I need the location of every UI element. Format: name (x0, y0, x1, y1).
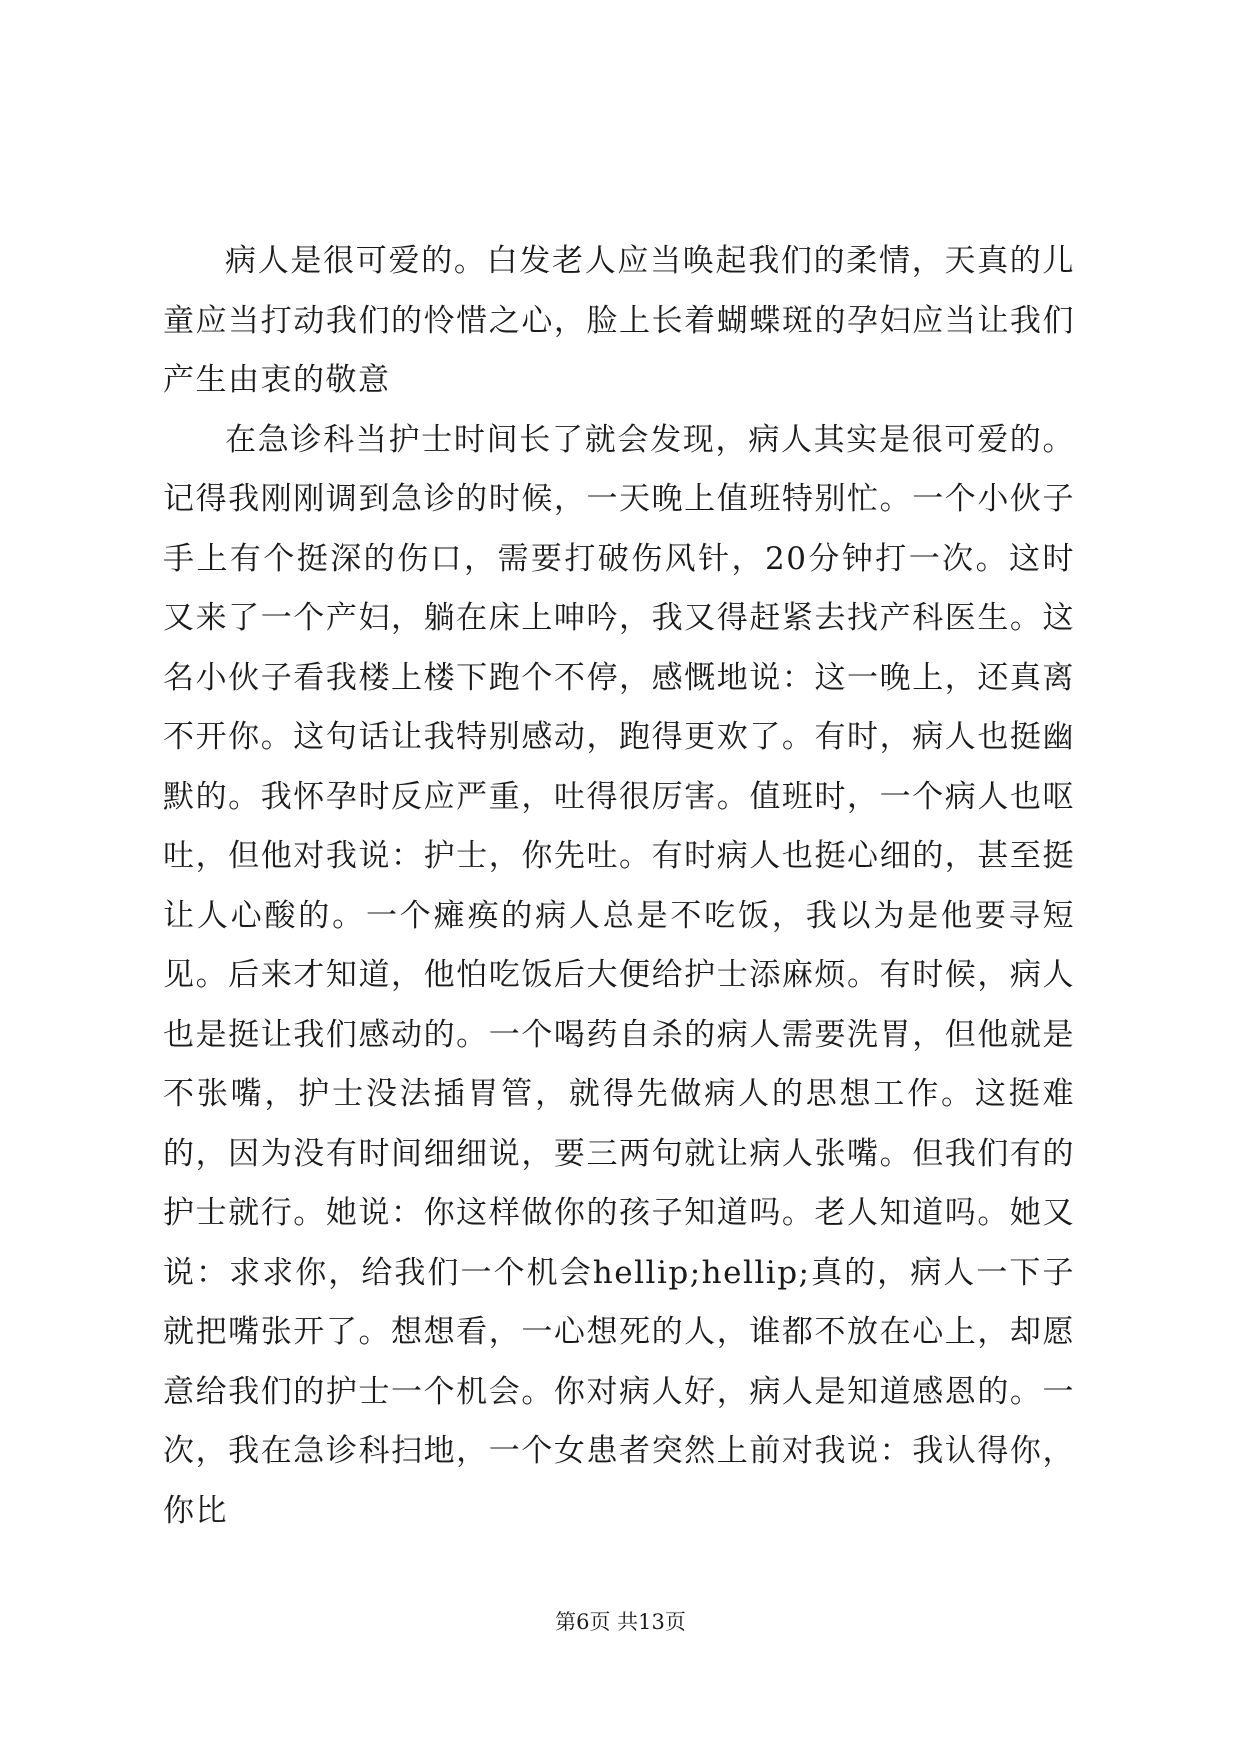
page-footer: 第6页 共13页 (555, 1610, 686, 1634)
document-body (163, 232, 1075, 1541)
paragraph-1: 病人是很可爱的。白发老人应当唤起我们的柔情，天真的儿童应当打动我们的怜惜之心，脸上长着蝴蝶斑的孕妇应当让我们产生由衷的敬意 (163, 243, 1075, 398)
paragraph-2: 在急诊科当护士时间长了就会发现，病人其实是很可爱的。记得我刚刚调到急诊的时候，一天晚上值班特别忙。一个小伙子手上有个挺深的伤口，需要打破伤风针，20分钟打一次。这时又来了一个产妇，躺在床上呻吟，我又得赶紧去找产科医生。这名小伙子看我楼上楼下跑个不停，感慨地说：这一晚上，还真离不开你。这句话让我特别感动，跑得更欢了。有时，病人也挺幽默的。我怀孕时反应严重，吐得很厉害。值班时，一个病人也呕吐，但他对我说：护士，你先吐。有时病人也挺心细的，甚至挺让人心酸的。一个瘫痪的病人总是不吃饭，我以为是他要寻短见。后来才知道，他怕吃饭后大便给护士添麻烦。有时候，病人也是挺让我们感动的。一个喝药自杀的病人需要洗胃，但他就是不张嘴，护士没法插胃管，就得先做病人的思想工作。这挺难的，因为没有时间细细说，要三两句就让病人张嘴。但我们有的护士就行。她说：你这样做你的孩子知道吗。老人知道吗。她又说：求求你，给我们一个机会hellip;hellip;真的，病人一下子就把嘴张开了。想想看，一心想死的人，谁都不放在心上，却愿意给我们的护士一个机会。你对病人好，病人是知道感恩的。一次，我在急诊科扫地，一个女患者突然上前对我说：我认得你，你比 (163, 421, 1075, 1529)
